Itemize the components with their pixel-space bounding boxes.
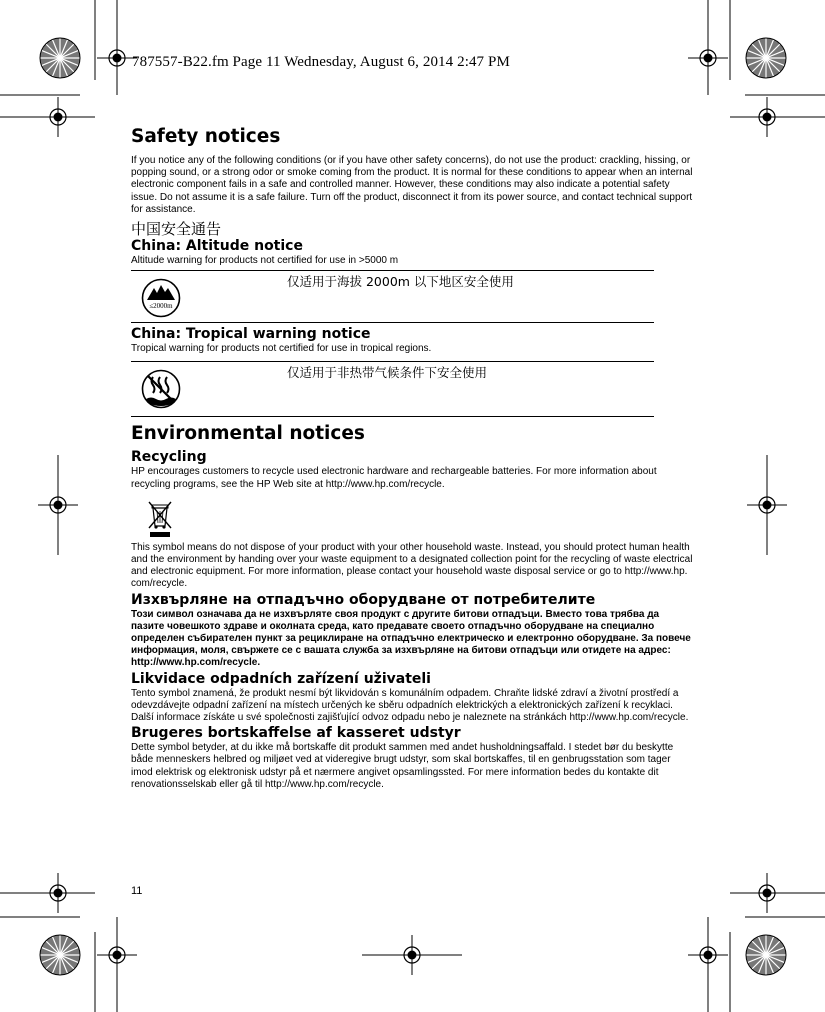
page-number: 11	[131, 885, 143, 897]
weee-bin-icon	[143, 499, 179, 539]
altitude-notice-desc: Altitude warning for products not certified for use in >5000 m	[131, 255, 399, 267]
tropical-notice-row	[131, 361, 654, 417]
altitude-icon-label: ≤2000m	[149, 302, 173, 311]
recycling-title: Recycling	[131, 449, 207, 466]
altitude-notice-zh: 仅适用于海拔 2000m 以下地区安全使用	[287, 274, 514, 290]
danish-title: Brugeres bortskaffelse af kasseret udstyr	[131, 725, 461, 742]
safety-notices-body: If you notice any of the following conditions (or if you have other safety concerns), do not use the product: crackling, hissing, or popping sound, or a strong odor or smoke coming from the product. It is normal for these conditions to appear when an internal electronic component fails in a safe and controlled manner. However, these conditions may also indicate a potential safety issue. Do not assume it is a safe failure. Turn off the product, disconnect it from its power source, and contact technical support for assistance.	[131, 155, 693, 215]
china-safety-heading: 中国安全通告	[131, 220, 222, 239]
file-slug-header: 787557-B22.fm Page 11 Wednesday, August 6, 2014 2:47 PM	[132, 54, 510, 70]
tropical-icon	[141, 369, 181, 409]
tropical-notice-zh: 仅适用于非热带气候条件下安全使用	[287, 365, 488, 381]
altitude-notice-row	[131, 270, 654, 323]
recycling-body: HP encourages customers to recycle used electronic hardware and rechargeable batteries. For more information about recycling programs, see the HP Web site at http://www.hp.com/recycle.	[131, 466, 657, 490]
environmental-notices-title: Environmental notices	[131, 423, 365, 445]
tropical-notice-title: China: Tropical warning notice	[131, 326, 371, 343]
czech-title: Likvidace odpadních zařízení uživateli	[131, 670, 431, 687]
altitude-icon	[141, 278, 181, 318]
altitude-notice-title: China: Altitude notice	[131, 238, 303, 255]
czech-body: Tento symbol znamená, že produkt nesmí být likvidován s komunálním odpadem. Chraňte lidské zdraví a životní prostředí a odevzdávejte odpadní zařízení na místech určených ke sběru odpadních elektrických a elektronických zařízení k recyklaci. Další informace získáte u své společnosti zajišťující odvoz odpadu nebo je naleznete na stránkách http://www.hp.com/recycle.	[131, 687, 689, 724]
tropical-notice-desc: Tropical warning for products not certified for use in tropical regions.	[131, 343, 432, 355]
safety-notices-title: Safety notices	[131, 126, 281, 147]
page-content	[131, 124, 693, 791]
bulgarian-title: Изхвърляне на отпадъчно оборудване от потребителите	[131, 591, 596, 608]
weee-symbol-body: This symbol means do not dispose of your product with your other household waste. Instead, you should protect human health and the environment by handing over your waste equipment to a designated collection point for the recycling of waste electrical and electronic equipment. For more information, please contact your household waste disposal service or go to http://www.hp. com/recycle.	[131, 541, 693, 590]
bulgarian-body: Този символ означава да не изхвърляте своя продукт с другите битови отпадъци. Вместо това трябва да пазите човешкото здраве и околната среда, като предавате своето отпадъчно оборудване на специално определен събирателен пункт за рециклиране на отпадъчно електрическо и електронно оборудване. За повече информация, моля, свържете се с вашата служба за изхвърляне на битови отпадъци или отидете на адрес: http://www.hp.com/recycle.	[131, 608, 691, 669]
danish-body: Dette symbol betyder, at du ikke må bortskaffe dit produkt sammen med andet husholdningsaffald. I stedet bør du beskytte både menneskers helbred og miljøet ved at videregive brugt udstyr, som skal bortskaffes, til en genbrugsstation som tager imod elektrisk og elektronisk udstyr på et nærmere angivet opsamlingssted. For mere information bedes du kontakte dit renovationsselskab eller gå til http://www.hp.com/recycle.	[131, 742, 674, 790]
